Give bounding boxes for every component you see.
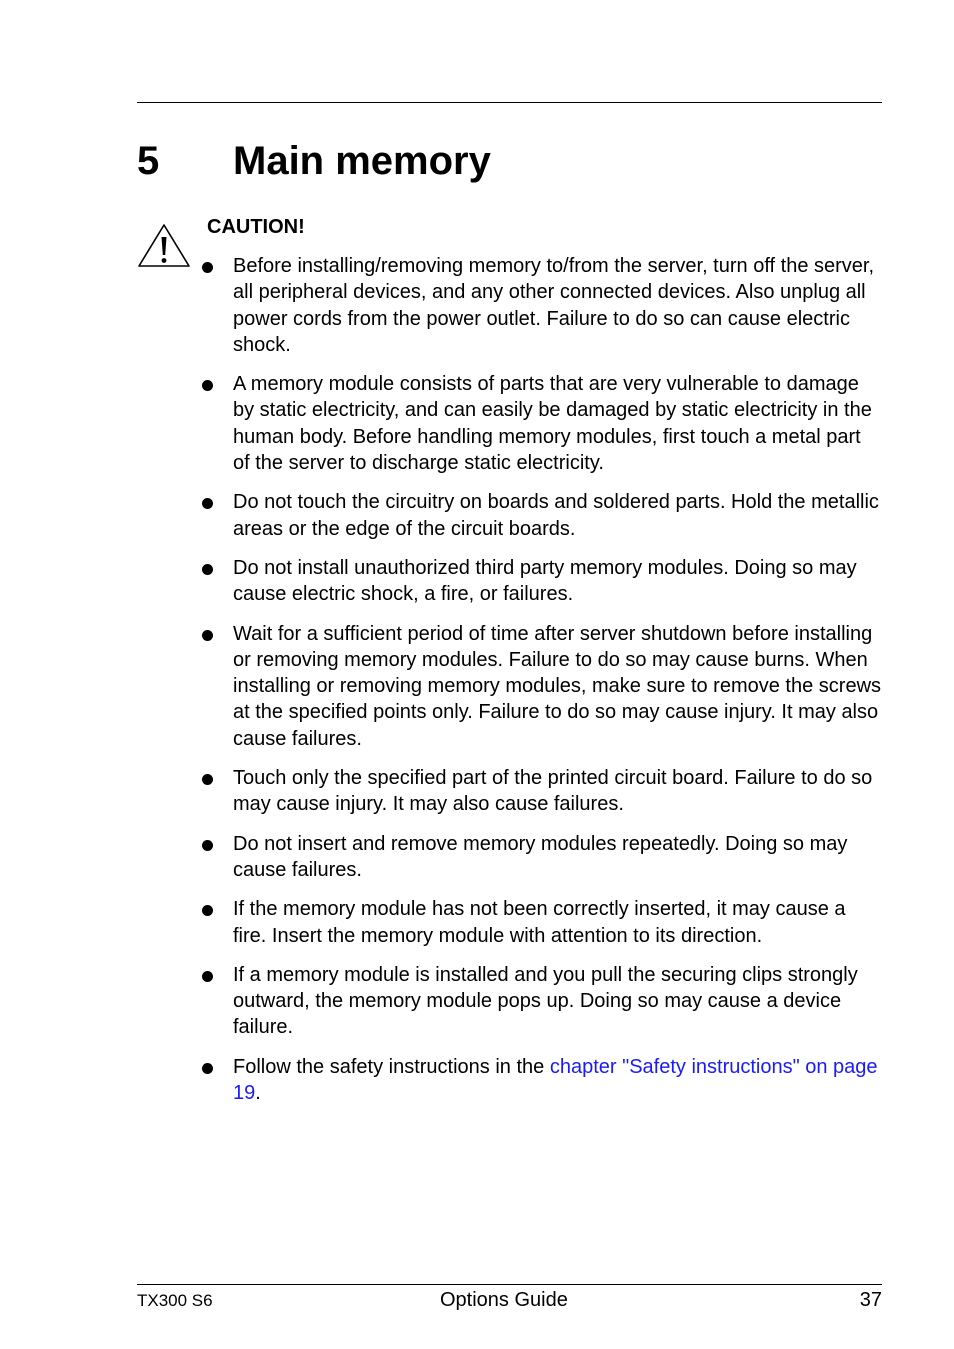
footer-product-name: TX300 S6 bbox=[137, 1291, 213, 1310]
chapter-title: Main memory bbox=[233, 139, 491, 183]
list-item bbox=[200, 962, 882, 1041]
list-item bbox=[200, 896, 882, 949]
list-item-text: If a memory module is installed and you pull the securing clips strongly outward, the memory module pops up. Doing so may cause a device failure. bbox=[233, 963, 858, 1039]
list-item bbox=[200, 1054, 882, 1107]
list-item-text: If the memory module has not been correctly inserted, it may cause a fire. Insert the memory module with attention to its direction. bbox=[233, 898, 846, 947]
footer-document-title: Options Guide bbox=[440, 1289, 568, 1311]
bullet-icon bbox=[202, 630, 213, 641]
list-item-text: Do not insert and remove memory modules repeatedly. Doing so may cause failures. bbox=[233, 832, 848, 881]
header-rule bbox=[137, 102, 882, 103]
list-item-text: Wait for a sufficient period of time after server shutdown before installing or removing memory modules. Failure to do so may cause burns. When installing or removing memory modules, make sure to remove the screws at the specified points only. Failure to do so may cause injury. It may also cause failures. bbox=[233, 622, 882, 750]
chapter-heading bbox=[137, 136, 491, 186]
list-item-text: Do not install unauthorized third party memory modules. Doing so may cause electric shock, a fire, or failures. bbox=[233, 556, 857, 606]
list-item bbox=[200, 253, 882, 358]
list-item-text: Do not touch the circuitry on boards and soldered parts. Hold the metallic areas or the edge of the circuit boards. bbox=[233, 491, 879, 540]
list-item-text: Touch only the specified part of the printed circuit board. Failure to do so may cause injury. It may also cause failures. bbox=[233, 767, 873, 816]
bullet-icon bbox=[202, 1063, 213, 1074]
bullet-icon bbox=[202, 905, 213, 916]
warning-triangle-icon bbox=[137, 222, 191, 270]
list-item bbox=[200, 555, 882, 608]
footer-rule bbox=[137, 1284, 882, 1285]
list-item bbox=[200, 489, 882, 542]
bullet-icon bbox=[202, 840, 213, 851]
bullet-icon bbox=[202, 498, 213, 509]
safety-instructions-link[interactable]: chapter "Safety instructions" on page 19 bbox=[233, 1055, 878, 1105]
list-item bbox=[200, 371, 882, 476]
chapter-number: 5 bbox=[137, 139, 160, 183]
bullet-icon bbox=[202, 380, 213, 391]
list-item-text: Before installing/removing memory to/from the server, turn off the server, all peripheral devices, and any other connected devices. Also unplug all power cords from the power outlet. Failure to do so can cause electric shock. bbox=[233, 255, 875, 356]
list-item-prefix: Follow the safety instructions in the bbox=[233, 1055, 550, 1078]
list-item bbox=[200, 831, 882, 884]
caution-bullet-list bbox=[200, 253, 882, 1106]
bullet-icon bbox=[202, 262, 213, 273]
footer-page-number: 37 bbox=[859, 1289, 882, 1311]
bullet-icon bbox=[202, 971, 213, 982]
list-item bbox=[200, 765, 882, 818]
list-item-suffix: . bbox=[255, 1082, 261, 1105]
bullet-icon bbox=[202, 774, 213, 785]
bullet-icon bbox=[202, 564, 213, 575]
list-item bbox=[200, 621, 882, 752]
caution-label: CAUTION! bbox=[207, 216, 305, 238]
list-item-text: A memory module consists of parts that are very vulnerable to damage by static electricity, and can easily be damaged by static electricity in the human body. Before handling memory modules, first touch a metal part of the server to discharge static electricity. bbox=[233, 373, 872, 475]
